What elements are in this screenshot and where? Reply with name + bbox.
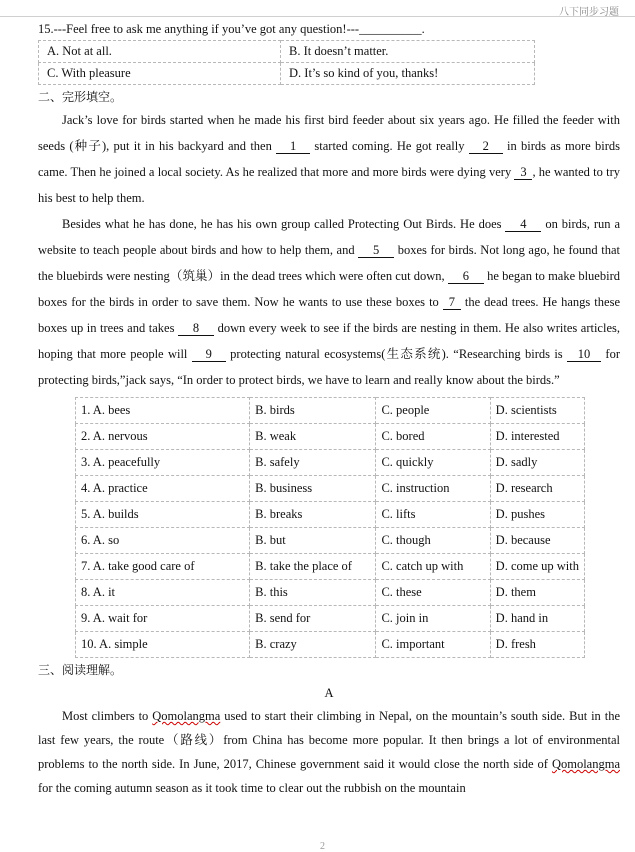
options-row [39, 63, 535, 85]
cloze-option[interactable]: C. people [376, 398, 490, 424]
passage-paragraph-1: Jack’s love for birds started when he made his first bird feeder about six years ago. He filled the feeder with seeds (种子), put it in his backyard and then 1 started coming. He got really 2 in birds as more birds came. Then he joined a local society. As he realized that more and more birds were dying very 3 , he wanted to try his best to help them. [38, 113, 620, 205]
cloze-option[interactable]: C. catch up with [376, 554, 490, 580]
cloze-option[interactable]: D. sadly [490, 450, 584, 476]
cloze-row [76, 450, 585, 476]
section-title-reading: 三、阅读理解。 [38, 663, 123, 677]
blank-5[interactable]: 5 [358, 243, 394, 258]
cloze-option[interactable]: 3. A. peacefully [76, 450, 250, 476]
header-divider [0, 16, 635, 17]
cloze-option[interactable]: B. this [250, 580, 376, 606]
reading-passage [38, 704, 620, 800]
cloze-option[interactable]: B. business [250, 476, 376, 502]
worksheet-content [38, 18, 620, 800]
cloze-option[interactable]: C. though [376, 528, 490, 554]
cloze-option[interactable]: B. birds [250, 398, 376, 424]
cloze-option[interactable]: C. bored [376, 424, 490, 450]
cloze-option[interactable]: B. weak [250, 424, 376, 450]
cloze-option[interactable]: B. but [250, 528, 376, 554]
cloze-option[interactable]: D. them [490, 580, 584, 606]
option-b[interactable]: B. It doesn’t matter. [281, 41, 535, 63]
blank-6[interactable]: 6 [448, 269, 484, 284]
blank-9[interactable]: 9 [192, 347, 226, 362]
cloze-row [76, 580, 585, 606]
cloze-option[interactable]: B. crazy [250, 632, 376, 658]
cloze-option[interactable]: 1. A. bees [76, 398, 250, 424]
cloze-row [76, 398, 585, 424]
cloze-option[interactable]: B. send for [250, 606, 376, 632]
cloze-passage [38, 107, 620, 393]
place-name: Qomolangma [152, 709, 221, 723]
cloze-option[interactable]: C. lifts [376, 502, 490, 528]
question-15-options [38, 40, 535, 85]
blank-7[interactable]: 7 [443, 295, 461, 310]
blank-4[interactable]: 4 [505, 217, 541, 232]
option-a[interactable]: A. Not at all. [39, 41, 281, 63]
blank-1[interactable]: 1 [276, 139, 310, 154]
question-15: 15.---Feel free to ask me anything if you’ve got any question!---__________. [38, 22, 425, 36]
reading-paragraph-1: Most climbers to Qomolangma used to start their climbing in Nepal, on the mountain’s south side. But in the last few years, the route（路线）from China has become more popular. It then brings a lot of environmental problems to the north side. In June, 2017, Chinese government said it would close the north side of Qomolangma for the coming autumn season as it took time to clear out the rubbish on the mountain [38, 709, 620, 795]
blank-3[interactable]: 3 [514, 165, 532, 180]
passage-paragraph-2: Besides what he has done, he has his own group called Protecting Out Birds. He does 4 on birds, run a website to teach people about birds and how to help them, and 5 boxes for birds. Not long ago, he found that the bluebirds were nesting（筑巢）in the dead trees which were often cut down, 6 he began to make bluebird boxes for the birds in order to save them. Now he wants to use these boxes to 7 the dead trees. He hangs these boxes up in trees and takes 8 down every week to see if the birds are nesting in them. He also writes articles, hoping that more people will 9 protecting natural ecosystems(生态系统). “Researching birds is 10 for protecting birds,”jack says, “In order to protect birds, we have to learn and really know about the birds.” [38, 217, 620, 387]
cloze-option[interactable]: D. hand in [490, 606, 584, 632]
cloze-option[interactable]: C. important [376, 632, 490, 658]
cloze-row [76, 502, 585, 528]
cloze-option[interactable]: D. pushes [490, 502, 584, 528]
blank-10[interactable]: 10 [567, 347, 601, 362]
cloze-option[interactable]: D. research [490, 476, 584, 502]
cloze-row [76, 554, 585, 580]
passage-label-a: A [324, 686, 334, 700]
blank-2[interactable]: 2 [469, 139, 503, 154]
cloze-option[interactable]: 10. A. simple [76, 632, 250, 658]
place-name: Qomolangma [551, 757, 620, 771]
option-c[interactable]: C. With pleasure [39, 63, 281, 85]
cloze-option[interactable]: C. quickly [376, 450, 490, 476]
cloze-row [76, 476, 585, 502]
cloze-option[interactable]: 6. A. so [76, 528, 250, 554]
cloze-option[interactable]: B. take the place of [250, 554, 376, 580]
cloze-options-table [75, 397, 585, 658]
cloze-option[interactable]: D. come up with [490, 554, 584, 580]
cloze-option[interactable]: B. safely [250, 450, 376, 476]
cloze-option[interactable]: D. scientists [490, 398, 584, 424]
cloze-row [76, 528, 585, 554]
cloze-option[interactable]: C. instruction [376, 476, 490, 502]
cloze-option[interactable]: 4. A. practice [76, 476, 250, 502]
cloze-option[interactable]: 8. A. it [76, 580, 250, 606]
cloze-row [76, 606, 585, 632]
cloze-option[interactable]: D. because [490, 528, 584, 554]
cloze-row [76, 632, 585, 658]
option-d[interactable]: D. It’s so kind of you, thanks! [281, 63, 535, 85]
cloze-option[interactable]: 2. A. nervous [76, 424, 250, 450]
cloze-option[interactable]: 7. A. take good care of [76, 554, 250, 580]
cloze-option[interactable]: C. join in [376, 606, 490, 632]
cloze-option[interactable]: C. these [376, 580, 490, 606]
blank-8[interactable]: 8 [178, 321, 214, 336]
cloze-row [76, 424, 585, 450]
options-row [39, 41, 535, 63]
cloze-option[interactable]: B. breaks [250, 502, 376, 528]
page-number: 2 [320, 841, 325, 852]
cloze-option[interactable]: D. interested [490, 424, 584, 450]
section-title-cloze: 二、完形填空。 [38, 90, 123, 104]
header-tag: 八下同步习题 [559, 7, 619, 18]
cloze-option[interactable]: D. fresh [490, 632, 584, 658]
cloze-option[interactable]: 5. A. builds [76, 502, 250, 528]
cloze-option[interactable]: 9. A. wait for [76, 606, 250, 632]
